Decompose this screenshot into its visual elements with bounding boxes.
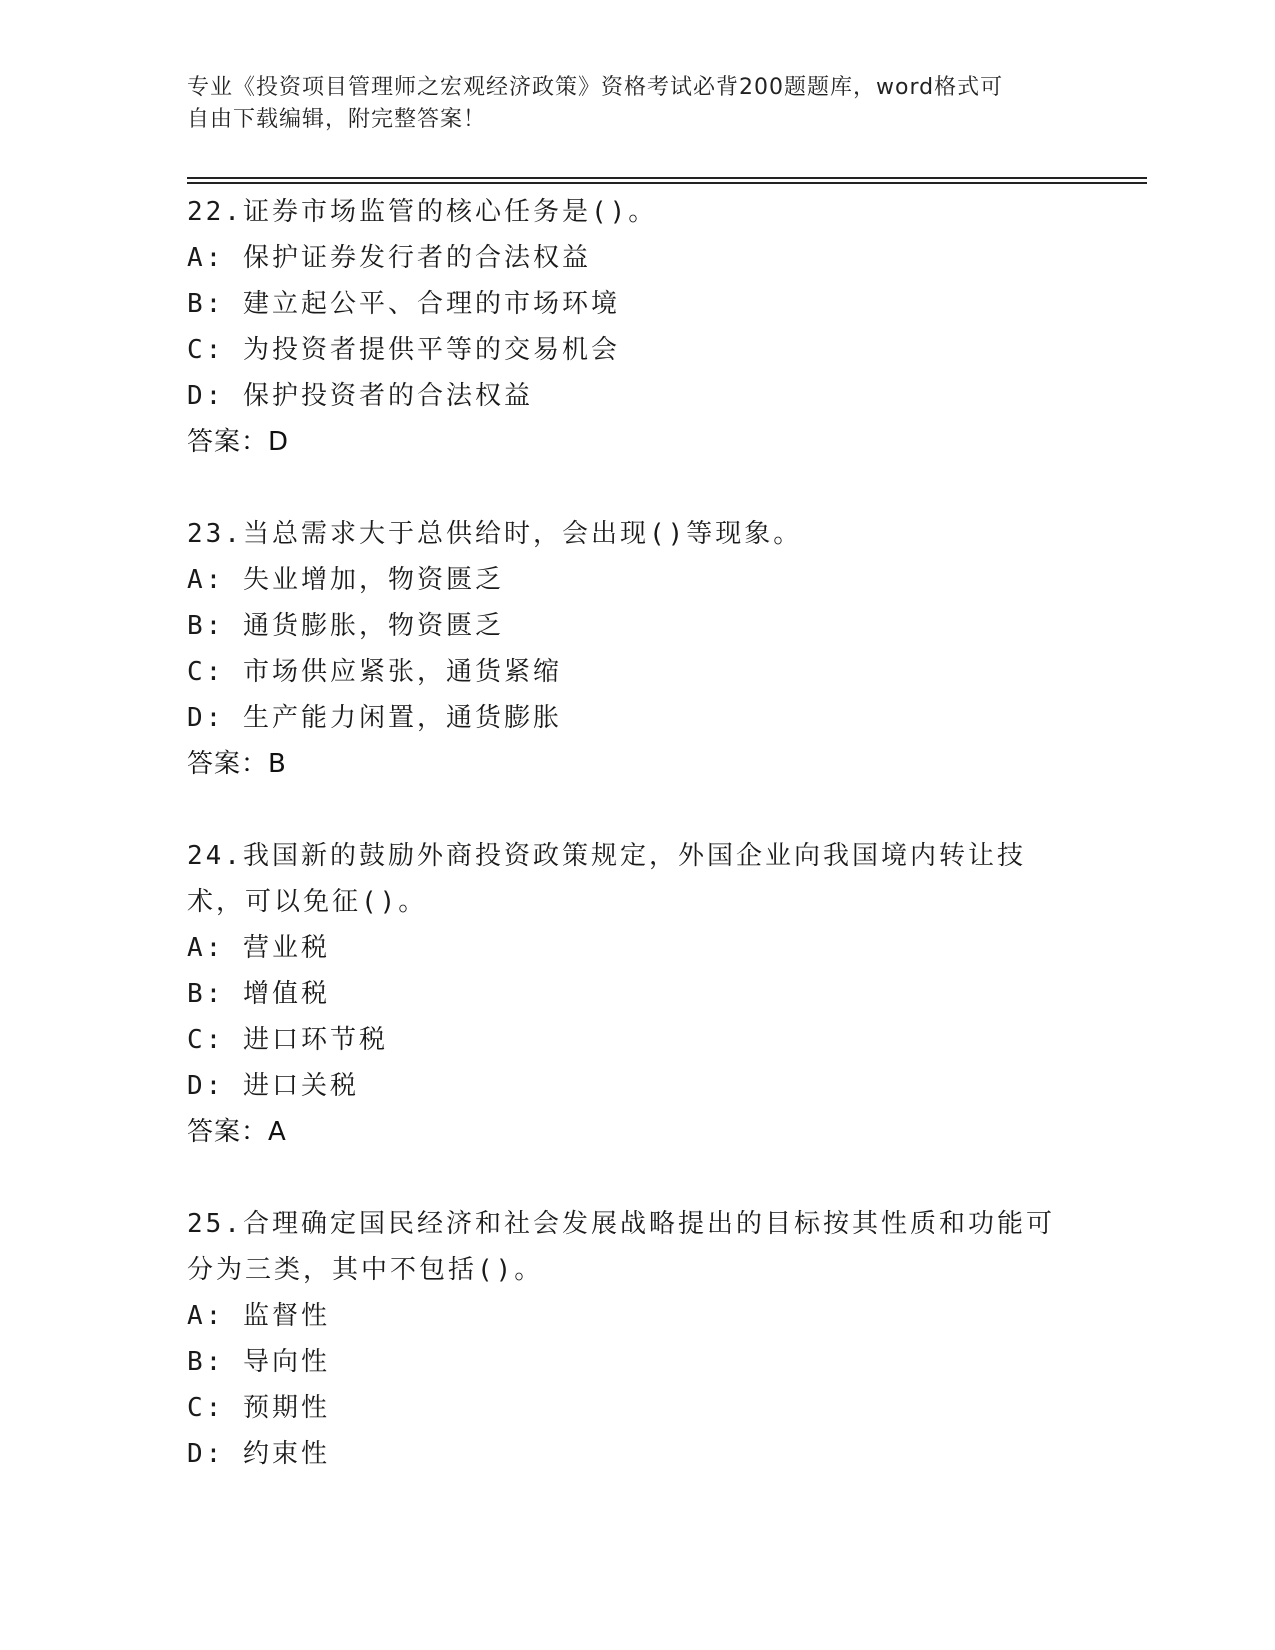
question-spacer [187, 465, 1087, 511]
option-a: A: 失业增加，物资匮乏 [187, 565, 504, 595]
question-23 [187, 511, 1087, 787]
header-line-1: 专业《投资项目管理师之宏观经济政策》资格考试必背200题题库，word格式可 [187, 75, 1004, 100]
question-spacer [187, 787, 1087, 833]
question-stem: 25.合理确定国民经济和社会发展战略提出的目标按其性质和功能可分为三类，其中不包括()。 [187, 1209, 1055, 1285]
question-stem: 24.我国新的鼓励外商投资政策规定，外国企业向我国境内转让技术，可以免征()。 [187, 841, 1026, 917]
option-d: D: 生产能力闲置，通货膨胀 [187, 703, 562, 733]
header-divider-bottom [187, 182, 1147, 184]
question-22 [187, 189, 1087, 465]
answer-text: 答案：A [187, 1117, 287, 1147]
option-c: C: 预期性 [187, 1393, 330, 1423]
header-divider-top [187, 177, 1147, 179]
question-25 [187, 1201, 1087, 1477]
header-line-2: 自由下载编辑，附完整答案！ [187, 107, 487, 132]
option-b: B: 增值税 [187, 979, 330, 1009]
answer-text: 答案：B [187, 749, 287, 779]
option-d: D: 进口关税 [187, 1071, 359, 1101]
answer-text: 答案：D [187, 427, 290, 457]
option-b: B: 建立起公平、合理的市场环境 [187, 289, 620, 319]
option-a: A: 营业税 [187, 933, 330, 963]
question-stem: 23.当总需求大于总供给时，会出现()等现象。 [187, 519, 803, 549]
option-c: C: 市场供应紧张，通货紧缩 [187, 657, 562, 687]
option-a: A: 保护证券发行者的合法权益 [187, 243, 591, 273]
question-24 [187, 833, 1087, 1155]
option-d: D: 保护投资者的合法权益 [187, 381, 533, 411]
option-a: A: 监督性 [187, 1301, 330, 1331]
question-list [187, 189, 1087, 1477]
option-c: C: 为投资者提供平等的交易机会 [187, 335, 620, 365]
option-b: B: 导向性 [187, 1347, 330, 1377]
document-header [187, 72, 1087, 136]
question-stem: 22.证券市场监管的核心任务是()。 [187, 197, 658, 227]
question-spacer [187, 1155, 1087, 1201]
option-c: C: 进口环节税 [187, 1025, 388, 1055]
option-b: B: 通货膨胀，物资匮乏 [187, 611, 504, 641]
option-d: D: 约束性 [187, 1439, 330, 1469]
